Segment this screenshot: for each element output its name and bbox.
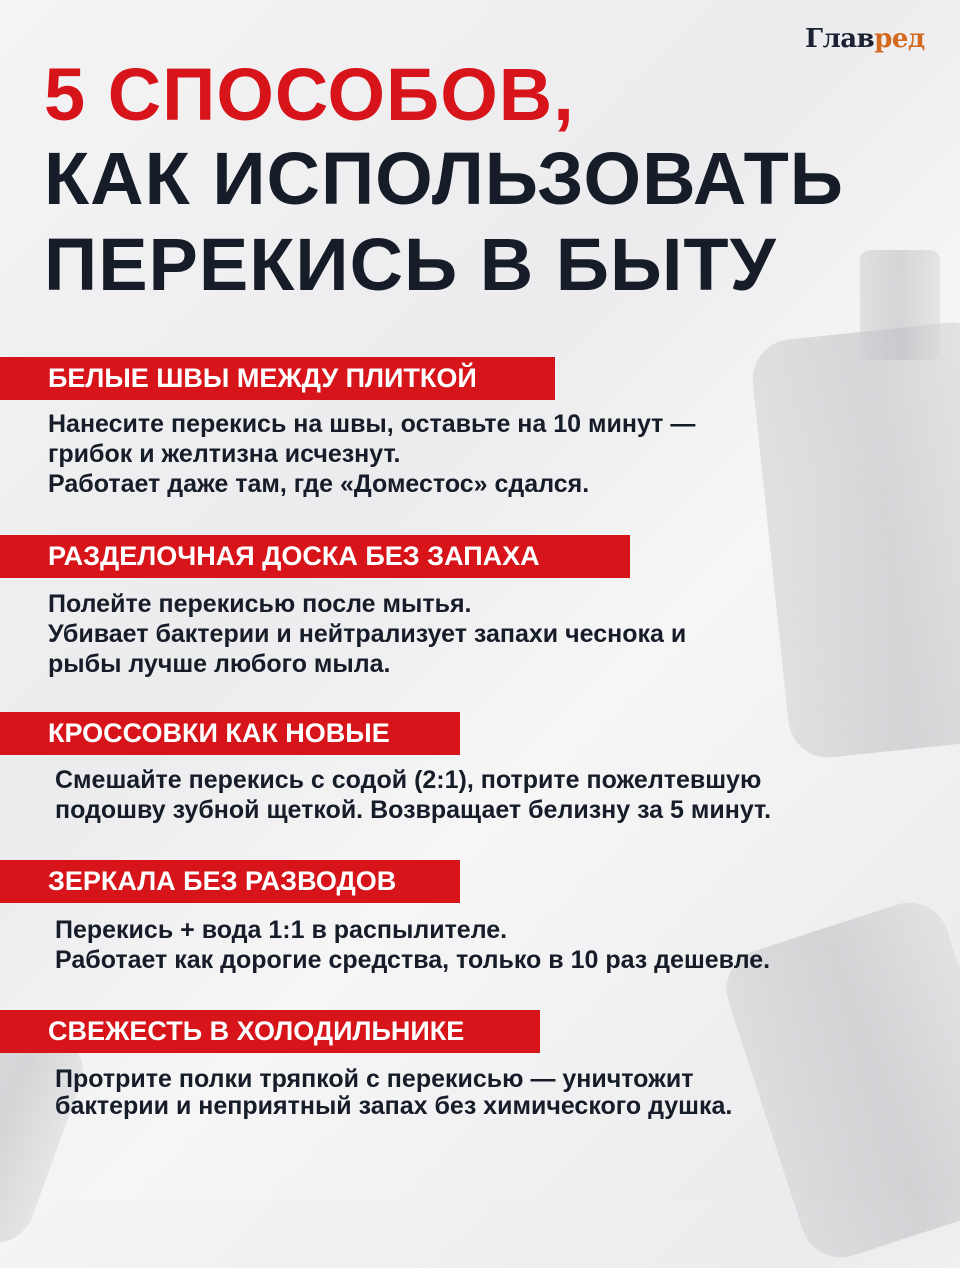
section-body-tiles [48, 409, 695, 499]
title-line-3: ПЕРЕКИСЬ В БЫТУ [44, 223, 777, 306]
title-line-1: 5 СПОСОБОВ, [44, 53, 575, 136]
body-line: Смешайте перекись с содой (2:1), потрите пожелтевшую [55, 766, 762, 794]
section-body-fridge [55, 1066, 732, 1120]
title-line-2: КАК ИСПОЛЬЗОВАТЬ [44, 137, 844, 220]
section-heading-cutting-board: РАЗДЕЛОЧНАЯ ДОСКА БЕЗ ЗАПАХА [0, 535, 630, 578]
section-body-sneakers [55, 765, 771, 825]
body-line: бактерии и неприятный запах без химического душка. [55, 1092, 733, 1120]
body-line: Работает как дорогие средства, только в 10 раз дешевле. [55, 946, 771, 974]
logo-text-part1: Глав [805, 24, 875, 54]
body-line: Полейте перекисью после мытья. [48, 590, 472, 618]
bottle-background-image [749, 319, 960, 762]
section-heading-mirrors: ЗЕРКАЛА БЕЗ РАЗВОДОВ [0, 860, 460, 903]
body-line: рыбы лучше любого мыла. [48, 650, 391, 678]
logo-text-part2: ред [874, 24, 925, 54]
body-line: Работает даже там, где «Доместос» сдался. [48, 470, 590, 498]
body-line: подошву зубной щеткой. Возвращает белизну за 5 минут. [55, 796, 772, 824]
body-line: Нанесите перекись на швы, оставьте на 10 минут — [48, 410, 696, 438]
body-line: грибок и желтизна исчезнут. [48, 440, 401, 468]
section-body-cutting-board [48, 589, 686, 679]
section-heading-fridge: СВЕЖЕСТЬ В ХОЛОДИЛЬНИКЕ [0, 1010, 540, 1053]
section-heading-sneakers: КРОССОВКИ КАК НОВЫЕ [0, 712, 460, 755]
body-line: Убивает бактерии и нейтрализует запахи чеснока и [48, 620, 687, 648]
body-line: Перекись + вода 1:1 в распылителе. [55, 916, 508, 944]
glavred-logo [805, 24, 925, 54]
body-line: Протрите полки тряпкой с перекисью — уничтожит [55, 1065, 694, 1093]
bottle-background-image [860, 250, 940, 360]
section-body-mirrors [55, 915, 770, 975]
section-heading-tiles: БЕЛЫЕ ШВЫ МЕЖДУ ПЛИТКОЙ [0, 357, 555, 400]
